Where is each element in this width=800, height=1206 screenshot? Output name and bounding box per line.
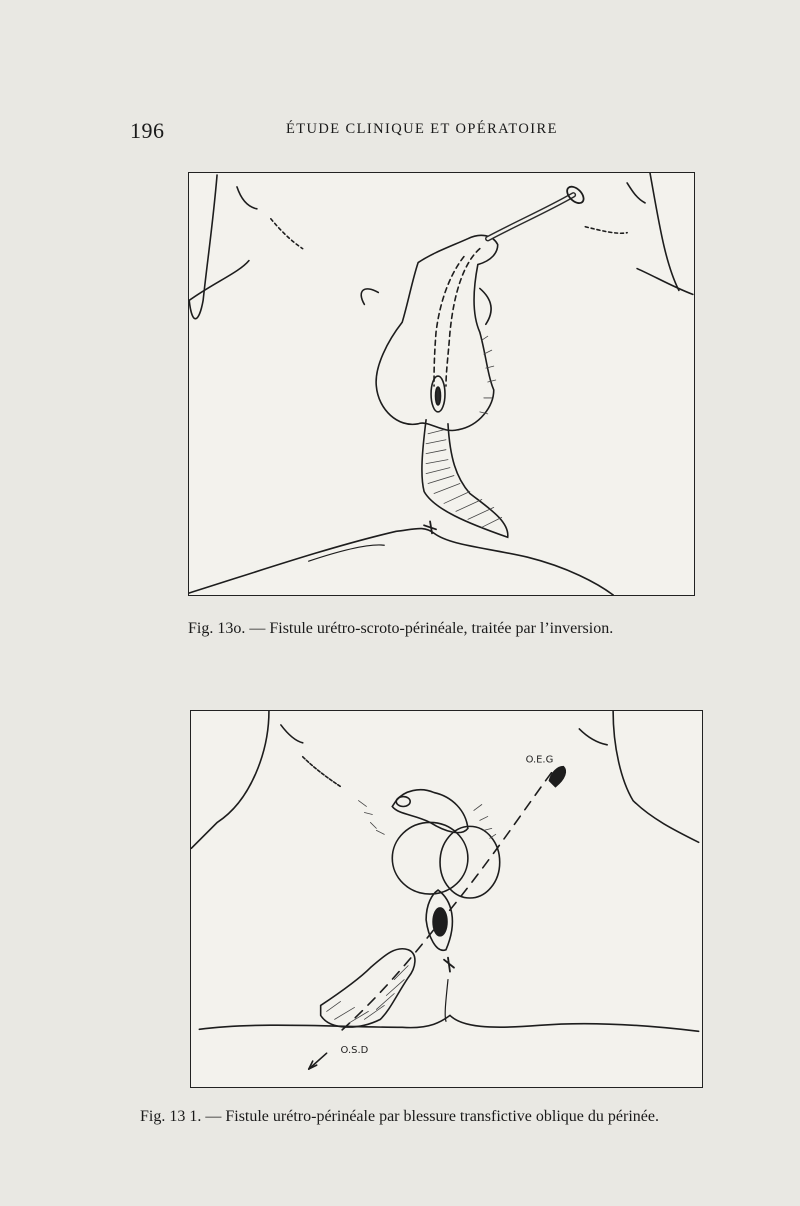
figure-131-label-lower: O.S.D (340, 1045, 369, 1057)
figure-130-caption: Fig. 13o. — Fistule urétro-scroto-périnéale, traitée par l’inversion. (188, 620, 614, 637)
figure-131-illustration (190, 710, 703, 1088)
figure-130-illustration (188, 172, 695, 596)
page-number: 196 (130, 118, 165, 143)
figure-131-label-upper: O.E.G (525, 754, 554, 766)
figure-131-caption: Fig. 13 1. — Fistule urétro-périnéale par blessure transfictive oblique du périnée. (140, 1108, 659, 1125)
figure-131-drawing (191, 711, 702, 1087)
running-head: ÉTUDE CLINIQUE ET OPÉRATOIRE (286, 121, 558, 137)
figure-130-drawing (189, 173, 694, 595)
